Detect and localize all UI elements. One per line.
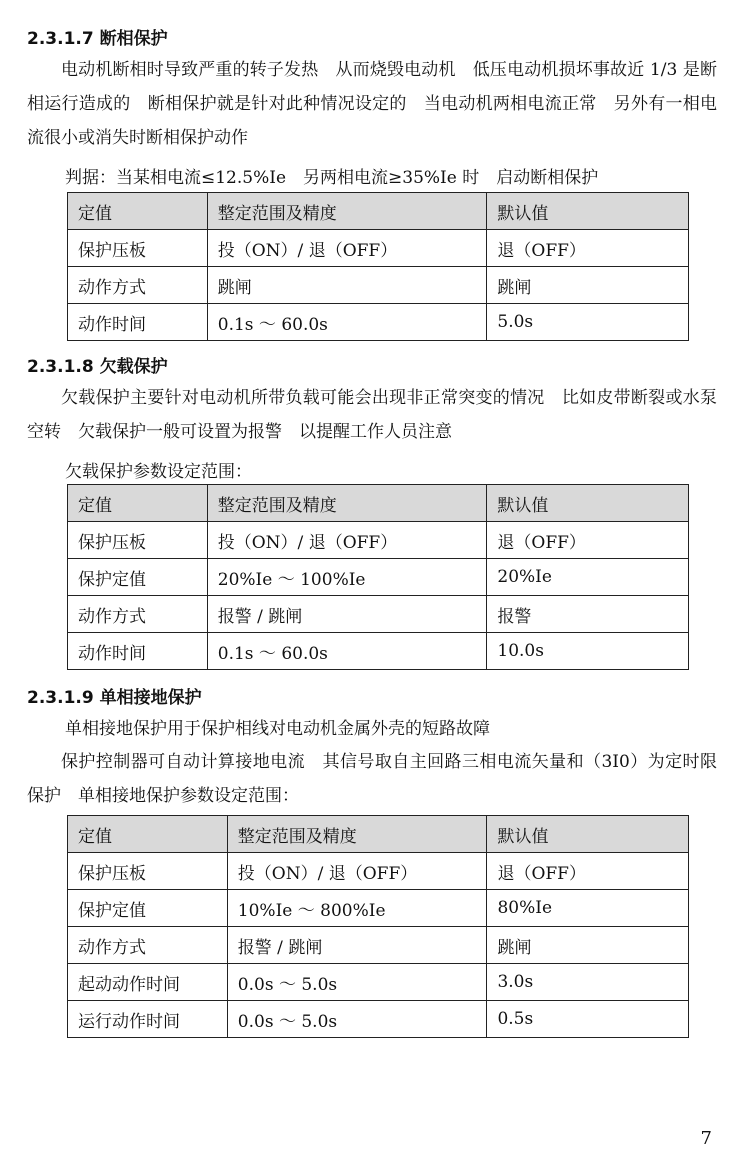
table-cell: 报警 / 跳闸 bbox=[207, 596, 487, 633]
section-heading-ground-fault: 2.3.1.9 单相接地保护 bbox=[27, 688, 202, 708]
table-cell: 投（ON）/ 退（OFF） bbox=[207, 230, 487, 267]
table-header-row bbox=[68, 193, 689, 230]
table-cell: 动作时间 bbox=[68, 633, 208, 670]
table-header-row bbox=[68, 485, 689, 522]
table-cell: 20%Ie bbox=[487, 559, 689, 596]
table-row bbox=[68, 522, 689, 559]
table-underload bbox=[67, 484, 689, 670]
criterion-phase-loss: 判据：当某相电流≤12.5%Ie 另两相电流≥35%Ie 时 启动断相保护 bbox=[65, 168, 599, 188]
table-row bbox=[68, 596, 689, 633]
table-row bbox=[68, 559, 689, 596]
table-cell: 80%Ie bbox=[487, 890, 689, 927]
table-cell: 跳闸 bbox=[487, 267, 689, 304]
header-cell: 定值 bbox=[68, 816, 228, 853]
paragraph-underload: 欠载保护主要针对电动机所带负载可能会出现非正常突变的情况 比如皮带断裂或水泵空转 欠载保护一般可设置为报警 以提醒工作人员注意 bbox=[27, 388, 717, 442]
table-cell: 退（OFF） bbox=[487, 853, 689, 890]
table-cell: 起动动作时间 bbox=[68, 964, 228, 1001]
table-row bbox=[68, 230, 689, 267]
table-row bbox=[68, 633, 689, 670]
table-cell: 投（ON）/ 退（OFF） bbox=[227, 853, 487, 890]
table-row bbox=[68, 927, 689, 964]
table-cell: 动作方式 bbox=[68, 267, 208, 304]
page-number: 7 bbox=[700, 1128, 712, 1149]
table-cell: 3.0s bbox=[487, 964, 689, 1001]
table-row bbox=[68, 1001, 689, 1038]
table-row bbox=[68, 890, 689, 927]
table-cell: 跳闸 bbox=[207, 267, 487, 304]
table-cell: 跳闸 bbox=[487, 927, 689, 964]
table-cell: 5.0s bbox=[487, 304, 689, 341]
table-cell: 保护定值 bbox=[68, 890, 228, 927]
header-cell: 默认值 bbox=[487, 193, 689, 230]
table-header-row bbox=[68, 816, 689, 853]
table-cell: 10%Ie ～ 800%Ie bbox=[227, 890, 487, 927]
header-cell: 默认值 bbox=[487, 816, 689, 853]
table-cell: 动作方式 bbox=[68, 596, 208, 633]
header-cell: 默认值 bbox=[487, 485, 689, 522]
table-cell: 20%Ie ～ 100%Ie bbox=[207, 559, 487, 596]
section-heading-underload: 2.3.1.8 欠载保护 bbox=[27, 357, 168, 377]
paragraph-ground-fault: 保护控制器可自动计算接地电流 其信号取自主回路三相电流矢量和（3I0）为定时限保护 单相接地保护参数设定范围： bbox=[27, 752, 717, 806]
table-row bbox=[68, 304, 689, 341]
table-cell: 报警 / 跳闸 bbox=[227, 927, 487, 964]
line-ground-fault: 单相接地保护用于保护相线对电动机金属外壳的短路故障 bbox=[65, 719, 490, 739]
table-cell: 0.1s ～ 60.0s bbox=[207, 304, 487, 341]
table-cell: 0.1s ～ 60.0s bbox=[207, 633, 487, 670]
table-cell: 退（OFF） bbox=[487, 522, 689, 559]
intro-underload: 欠载保护参数设定范围： bbox=[65, 462, 252, 482]
header-cell: 整定范围及精度 bbox=[227, 816, 487, 853]
table-cell: 动作方式 bbox=[68, 927, 228, 964]
table-cell: 0.0s ～ 5.0s bbox=[227, 1001, 487, 1038]
table-cell: 保护压板 bbox=[68, 230, 208, 267]
table-cell: 0.0s ～ 5.0s bbox=[227, 964, 487, 1001]
table-row bbox=[68, 267, 689, 304]
table-cell: 投（ON）/ 退（OFF） bbox=[207, 522, 487, 559]
table-row bbox=[68, 853, 689, 890]
header-cell: 定值 bbox=[68, 485, 208, 522]
table-cell: 0.5s bbox=[487, 1001, 689, 1038]
table-cell: 10.0s bbox=[487, 633, 689, 670]
table-ground-fault bbox=[67, 815, 689, 1038]
table-cell: 保护压板 bbox=[68, 853, 228, 890]
table-cell: 退（OFF） bbox=[487, 230, 689, 267]
header-cell: 整定范围及精度 bbox=[207, 193, 487, 230]
header-cell: 整定范围及精度 bbox=[207, 485, 487, 522]
table-cell: 报警 bbox=[487, 596, 689, 633]
table-row bbox=[68, 964, 689, 1001]
table-cell: 保护压板 bbox=[68, 522, 208, 559]
table-cell: 动作时间 bbox=[68, 304, 208, 341]
table-cell: 运行动作时间 bbox=[68, 1001, 228, 1038]
paragraph-phase-loss: 电动机断相时导致严重的转子发热 从而烧毁电动机 低压电动机损坏事故近 1/3 是断相运行造成的 断相保护就是针对此种情况设定的 当电动机两相电流正常 另外有一相电流很小或消失时断相保护动作 bbox=[27, 60, 717, 148]
table-phase-loss bbox=[67, 192, 689, 341]
header-cell: 定值 bbox=[68, 193, 208, 230]
table-cell: 保护定值 bbox=[68, 559, 208, 596]
section-heading-phase-loss: 2.3.1.7 断相保护 bbox=[27, 29, 168, 49]
